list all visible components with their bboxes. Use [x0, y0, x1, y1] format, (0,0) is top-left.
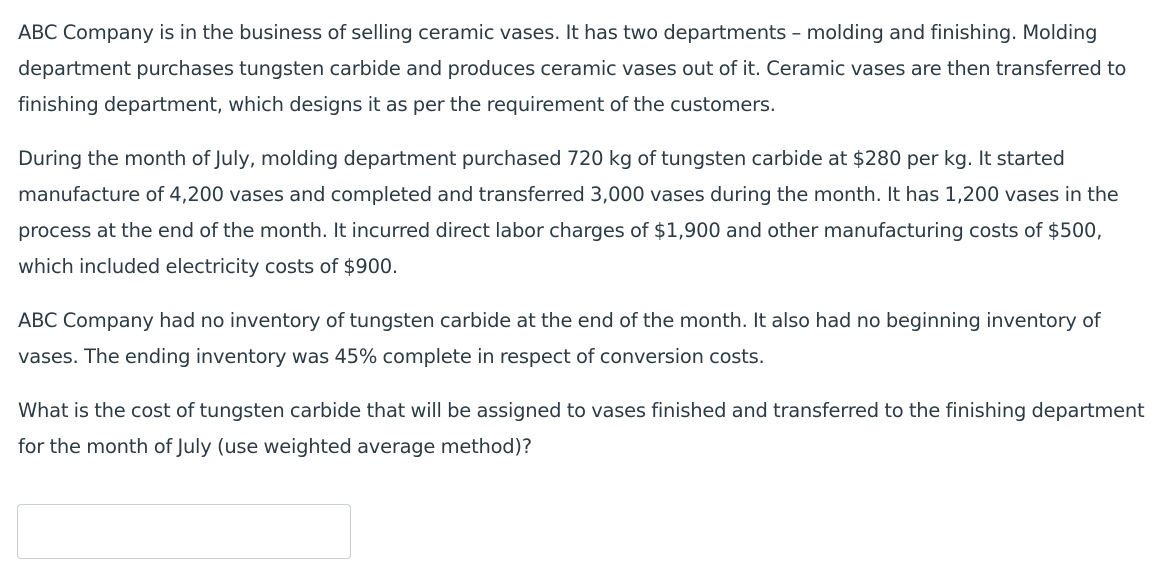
- question-paragraph-july-data: During the month of July, molding department purchased 720 kg of tungsten carbide at $280 per kg. It started manufacture of 4,200 vases and completed and transferred 3,000 vases during the month. It has 1,200 vases in the process at the end of the month. It incurred direct labor charges of $1,900 and other manufacturing costs of $500, which included electricity costs of $900.: [18, 147, 1119, 278]
- question-text: [18, 15, 1156, 483]
- question-paragraph-prompt: What is the cost of tungsten carbide that will be assigned to vases finished and transferred to the finishing department for the month of July (use weighted average method)?: [18, 399, 1145, 458]
- question-paragraph-inventory: ABC Company had no inventory of tungsten carbide at the end of the month. It also had no beginning inventory of vases. The ending inventory was 45% complete in respect of conversion costs.: [18, 309, 1101, 368]
- question-paragraph-intro: ABC Company is in the business of selling ceramic vases. It has two departments – molding and finishing. Molding department purchases tungsten carbide and produces ceramic vases out of it. Ceramic vases are then transferred to finishing department, which designs it as per the requirement of the customers.: [18, 21, 1127, 116]
- answer-input[interactable]: [17, 504, 351, 559]
